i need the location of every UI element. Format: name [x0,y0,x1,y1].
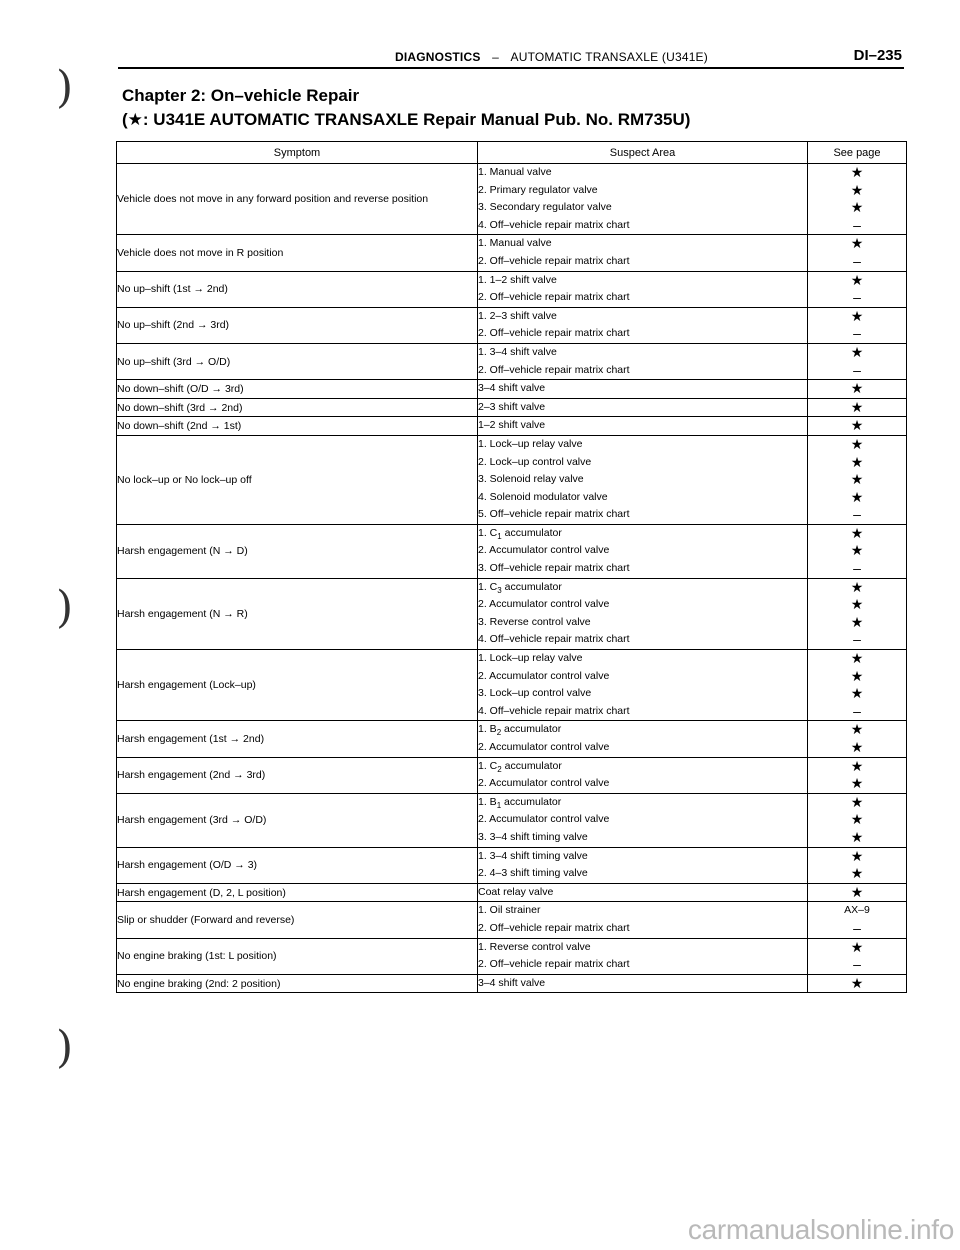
star-icon: ★ [850,181,864,198]
table-row [117,793,907,847]
suspect-area-item: 3. 3–4 shift timing valve [478,830,588,843]
table-row [117,847,907,883]
star-icon: ★ [850,488,864,505]
header-subsection: AUTOMATIC TRANSAXLE (U341E) [510,50,708,64]
star-icon: ★ [850,757,864,774]
star-icon: ★ [850,613,864,630]
table-row [117,164,907,235]
suspect-area-item: 3. Lock–up control valve [478,687,592,700]
symptom-cell: Vehicle does not move in any forward position and reverse position [117,164,478,235]
header-see-page: See page [808,142,907,164]
see-page-cell [808,847,907,883]
star-icon: ★ [850,739,864,755]
star-icon: ★ [850,271,864,288]
table-row [117,271,907,307]
symptom-cell: Harsh engagement (Lock–up) [117,650,478,721]
suspect-area-item: 2. Accumulator control valve [478,741,610,753]
suspect-area-item: 1. Lock–up relay valve [478,652,583,665]
suspect-area-cell [478,757,808,793]
symptom-table [116,141,907,993]
star-icon: ★ [850,650,864,667]
star-icon: ★ [850,307,864,324]
symptom-cell: No up–shift (1st → 2nd) [117,271,478,307]
see-page-cell [808,417,907,436]
suspect-area-item: 1. 2–3 shift valve [478,309,557,322]
suspect-area-item: 2. 4–3 shift timing valve [478,867,588,880]
suspect-area-item: 1. $C_1$ accumulator [478,526,562,541]
suspect-area-item: 1. $B_1$ accumulator [478,795,562,810]
symptom-cell: No engine braking (2nd: 2 position) [117,974,478,993]
symptom-cell: Harsh engagement (2nd → 3rd) [117,757,478,793]
see-page-cell [808,307,907,343]
star-icon: ★ [850,380,864,397]
table-row [117,398,907,417]
see-page-ref: AX–9 [844,904,870,917]
symptom-cell: Harsh engagement (O/D → 3) [117,847,478,883]
table-row [117,938,907,974]
suspect-area-item: 1. $C_2$ accumulator [478,759,562,774]
see-page-ref: – [853,560,861,577]
suspect-area-item: 5. Off–vehicle repair matrix chart [478,508,630,521]
table-row [117,974,907,993]
star-icon: ★ [850,398,864,415]
binder-hole-mark: ) [56,62,74,113]
suspect-area-item: 2. Accumulator control valve [478,777,610,790]
see-page-ref: – [853,506,861,523]
table-row [117,650,907,721]
see-page-ref: – [853,919,861,936]
star-icon: ★ [850,847,864,864]
star-icon: ★ [850,883,864,900]
star-icon: ★ [850,578,864,595]
see-page-cell [808,235,907,271]
see-page-cell [808,650,907,721]
see-page-ref: – [853,289,861,306]
watermark-logo: carmanualsonline.info [687,1214,954,1245]
see-page-ref: – [853,956,861,973]
table-row [117,435,907,524]
suspect-area-item: 3. Secondary regulator valve [478,201,612,214]
suspect-area-item: 3–4 shift valve [478,976,546,989]
suspect-area-item: 1. Manual valve [478,166,552,178]
suspect-area-item: 1. Manual valve [478,237,552,250]
see-page-cell [808,578,907,649]
star-icon: ★ [850,343,864,360]
star-icon: ★ [850,811,864,828]
suspect-area-item: 4. Solenoid modulator valve [478,490,608,503]
symptom-cell: Harsh engagement (N → R) [117,578,478,649]
see-page-cell [808,902,907,938]
suspect-area-item: 1. Lock–up relay valve [478,437,583,450]
see-page-ref: – [853,361,861,378]
suspect-area-item: 2. Accumulator control valve [478,813,610,826]
symptom-cell: No lock–up or No lock–up off [117,435,478,524]
see-page-cell [808,793,907,847]
suspect-area-cell [478,380,808,399]
binder-hole-mark: ) [56,1022,74,1073]
table-row [117,902,907,938]
see-page-cell [808,721,907,757]
suspect-area-cell [478,650,808,721]
star-icon: ★ [850,471,864,488]
suspect-area-item: 2. Accumulator control valve [478,669,610,682]
suspect-area-cell [478,164,808,235]
star-icon: ★ [850,775,864,792]
star-icon: ★ [850,938,864,955]
see-page-ref: – [853,252,861,269]
see-page-cell [808,757,907,793]
suspect-area-cell [478,343,808,379]
suspect-area-item: 2. Off–vehicle repair matrix chart [478,291,630,304]
table-row [117,883,907,902]
suspect-area-item: 2. Accumulator control valve [478,544,610,557]
see-page-cell [808,974,907,993]
table-row [117,578,907,649]
star-icon: ★ [850,199,864,216]
see-page-cell [808,164,907,235]
header-symptom: Symptom [117,142,478,164]
suspect-area-item: 1. 3–4 shift timing valve [478,849,588,862]
suspect-area-item: 1. 3–4 shift valve [478,345,557,358]
star-icon: ★ [850,793,864,810]
header-separator: – [492,50,499,64]
star-icon: ★ [850,542,864,559]
suspect-area-cell [478,721,808,757]
see-page-ref: – [853,702,861,719]
suspect-area-cell [478,974,808,993]
see-page-cell [808,398,907,417]
suspect-area-item: 3. Off–vehicle repair matrix chart [478,562,630,575]
symptom-cell: No up–shift (3rd → O/D) [117,343,478,379]
suspect-area-item: 4. Off–vehicle repair matrix chart [478,218,630,231]
see-page-ref: – [853,631,861,648]
suspect-area-item: 3. Reverse control valve [478,615,591,628]
suspect-area-item: 2. Off–vehicle repair matrix chart [478,921,630,934]
suspect-area-cell [478,847,808,883]
header-section: DIAGNOSTICS [395,50,481,64]
symptom-cell: Harsh engagement (N → D) [117,524,478,578]
running-header [395,50,708,64]
see-page-cell [808,938,907,974]
symptom-cell: Harsh engagement (D, 2, L position) [117,883,478,902]
suspect-area-item: 2. Off–vehicle repair matrix chart [478,254,630,267]
suspect-area-cell [478,398,808,417]
suspect-area-item: 1. Reverse control valve [478,940,591,953]
star-icon: ★ [850,974,864,991]
suspect-area-cell [478,883,808,902]
suspect-area-item: Coat relay valve [478,885,554,898]
star-icon: ★ [850,524,864,541]
see-page-cell [808,380,907,399]
page-number: DI–235 [853,47,902,64]
suspect-area-item: 2. Off–vehicle repair matrix chart [478,363,630,376]
star-icon: ★ [850,453,864,470]
star-icon: ★ [850,164,864,180]
see-page-cell [808,435,907,524]
suspect-area-item: 1. $B_2$ accumulator [478,723,562,738]
suspect-area-item: 3. Solenoid relay valve [478,473,584,486]
star-icon: ★ [850,235,864,252]
star-icon: ★ [850,435,864,452]
table-row [117,235,907,271]
suspect-area-cell [478,271,808,307]
star-icon: ★ [850,417,864,434]
suspect-area-item: 2. Off–vehicle repair matrix chart [478,327,630,340]
table-row [117,524,907,578]
suspect-area-cell [478,902,808,938]
symptom-cell: No engine braking (1st: L position) [117,938,478,974]
symptom-cell: No up–shift (2nd → 3rd) [117,307,478,343]
table-row [117,757,907,793]
table-row [117,417,907,436]
symptom-cell: Harsh engagement (1st → 2nd) [117,721,478,757]
see-page-ref: – [853,325,861,342]
suspect-area-item: 1. Oil strainer [478,904,541,917]
see-page-ref: – [853,216,861,233]
suspect-area-item: 4. Off–vehicle repair matrix chart [478,704,630,717]
suspect-area-cell [478,793,808,847]
symptom-cell: No down–shift (O/D → 3rd) [117,380,478,399]
table-row [117,721,907,757]
suspect-area-cell [478,435,808,524]
star-icon: ★ [850,596,864,613]
table-row [117,380,907,399]
star-icon: ★ [850,667,864,684]
symptom-cell: Vehicle does not move in R position [117,235,478,271]
header-rule [118,67,904,69]
binder-hole-mark: ) [56,582,74,633]
table-body [117,164,907,993]
symptom-cell: Harsh engagement (3rd → O/D) [117,793,478,847]
suspect-area-item: 2. Lock–up control valve [478,455,592,468]
suspect-area-item: 3–4 shift valve [478,382,546,395]
table-row [117,343,907,379]
star-icon: ★ [850,828,864,845]
suspect-area-item: 1. 1–2 shift valve [478,273,557,286]
chapter-subtitle: (★: U341E AUTOMATIC TRANSAXLE Repair Manual Pub. No. RM735U) [122,110,691,129]
star-icon: ★ [850,721,864,738]
see-page-cell [808,883,907,902]
see-page-cell [808,343,907,379]
suspect-area-cell [478,235,808,271]
suspect-area-item: 4. Off–vehicle repair matrix chart [478,633,630,646]
suspect-area-cell [478,938,808,974]
suspect-area-cell [478,524,808,578]
suspect-area-item: 1. $C_3$ accumulator [478,580,562,595]
suspect-area-item: 2. Primary regulator valve [478,183,598,196]
suspect-area-cell [478,417,808,436]
table-row [117,307,907,343]
see-page-cell [808,524,907,578]
symptom-cell: Slip or shudder (Forward and reverse) [117,902,478,938]
suspect-area-cell [478,578,808,649]
chapter-title: Chapter 2: On–vehicle Repair [122,86,360,105]
symptom-cell: No down–shift (3rd → 2nd) [117,398,478,417]
symptom-cell: No down–shift (2nd → 1st) [117,417,478,436]
suspect-area-item: 1–2 shift valve [478,419,546,432]
suspect-area-item: 2. Accumulator control valve [478,598,610,611]
star-icon: ★ [850,685,864,702]
suspect-area-item: 2–3 shift valve [478,400,546,413]
star-icon: ★ [850,865,864,882]
suspect-area-item: 2. Off–vehicle repair matrix chart [478,958,630,971]
table-header-row [117,142,907,164]
header-suspect-area: Suspect Area [478,142,808,164]
suspect-area-cell [478,307,808,343]
see-page-cell [808,271,907,307]
